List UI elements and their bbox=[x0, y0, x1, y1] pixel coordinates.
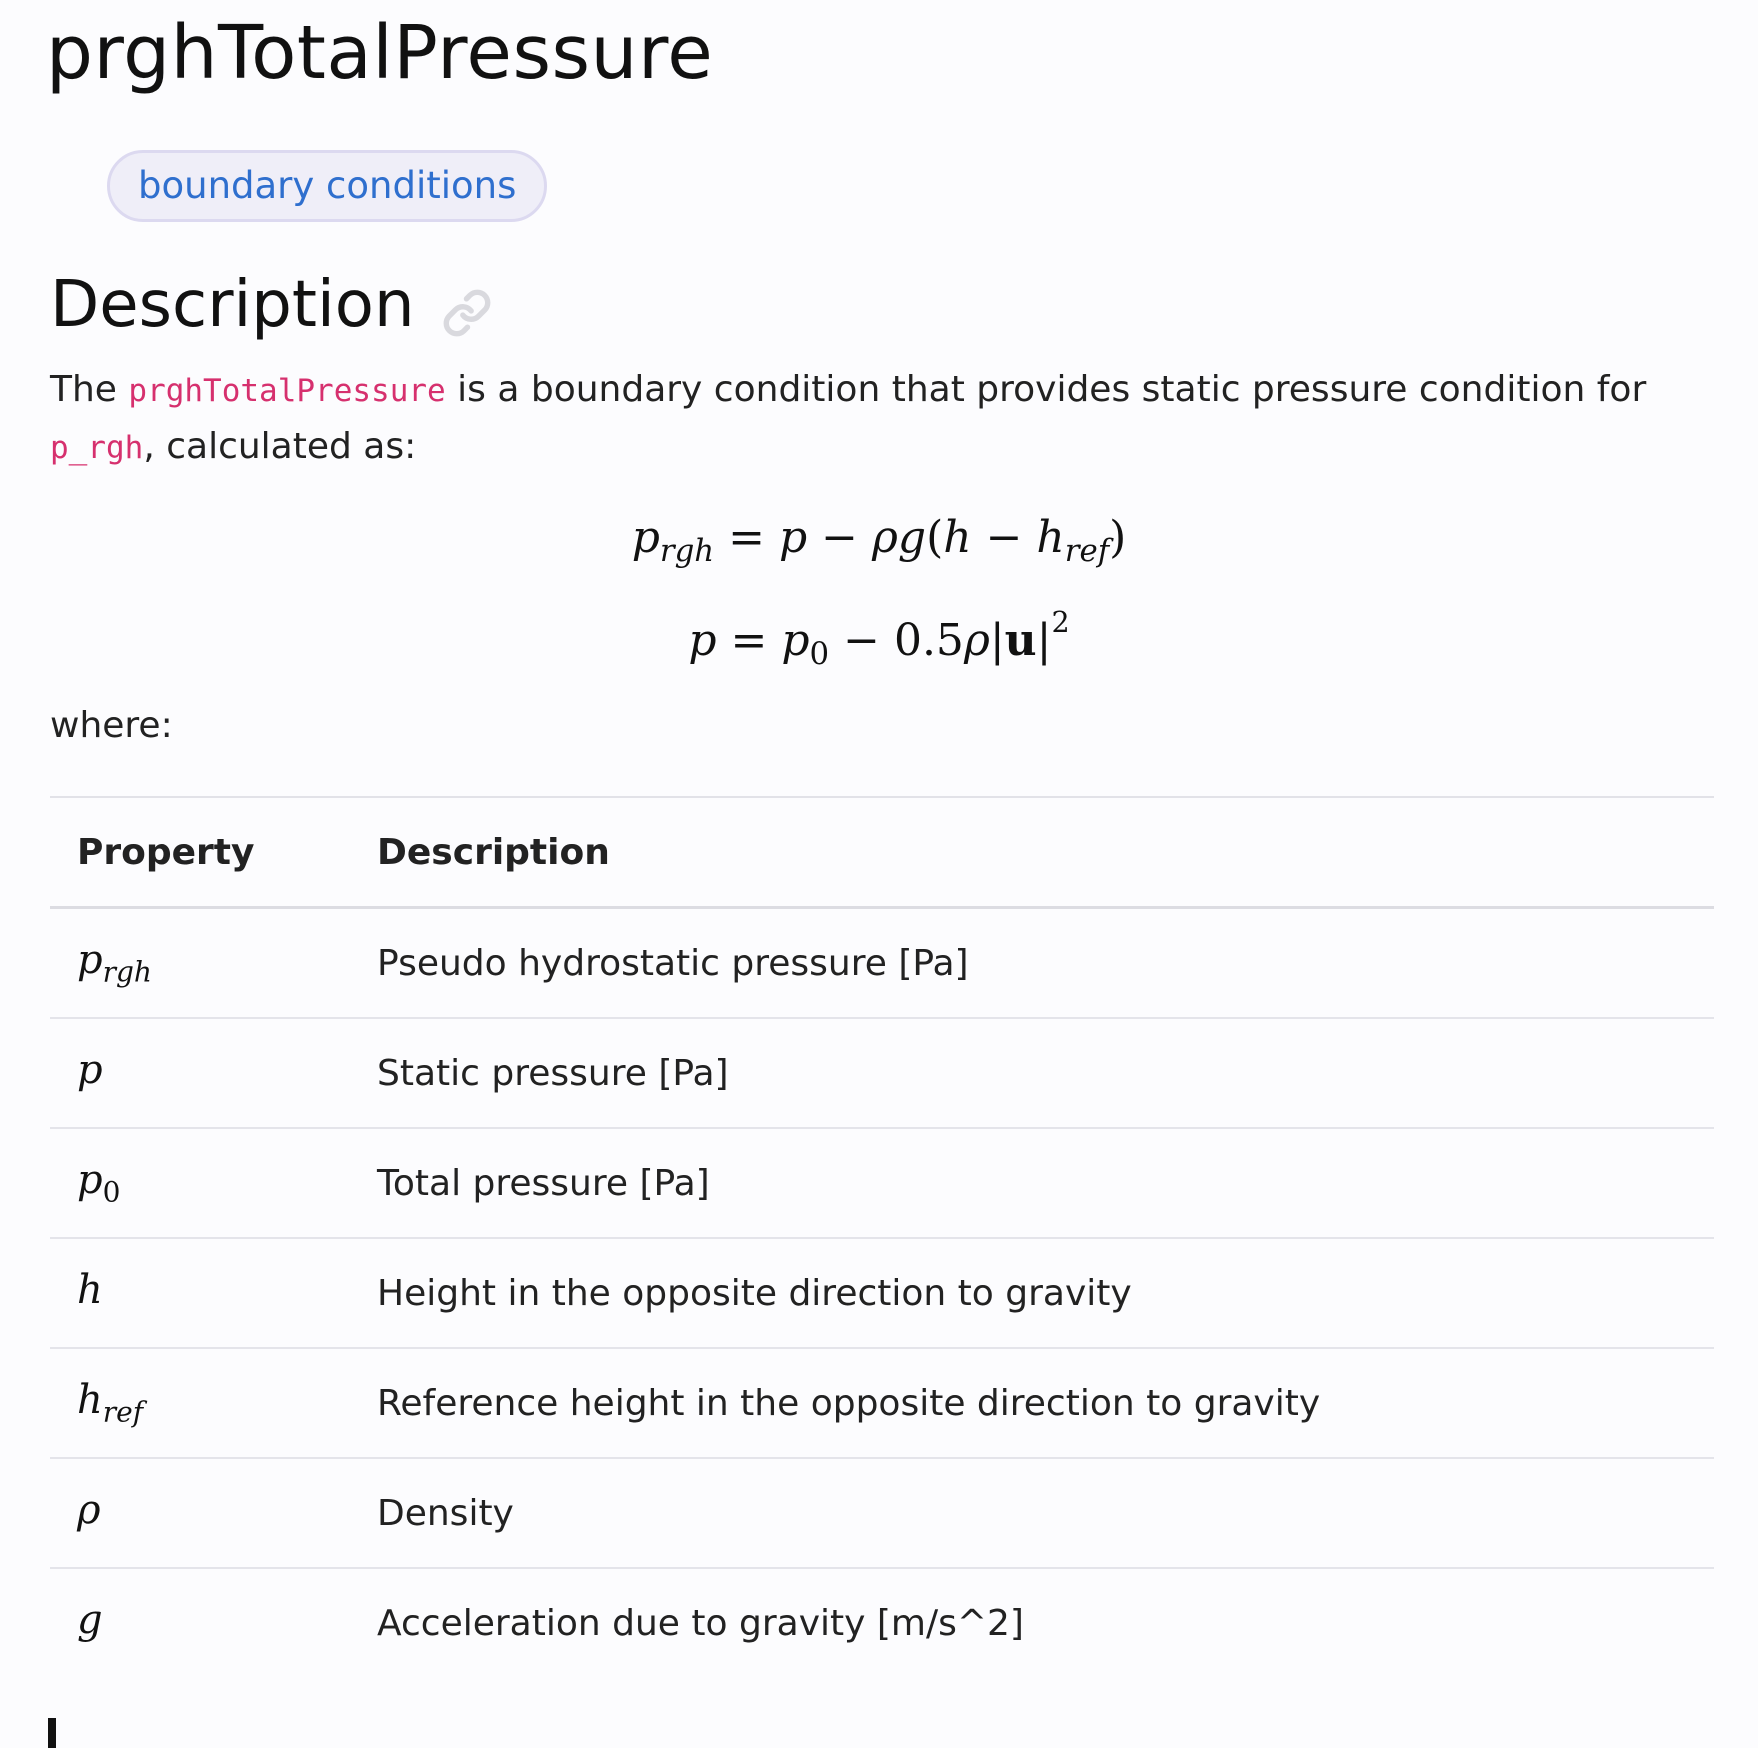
intro-text-before: The bbox=[50, 369, 129, 410]
property-description: Density bbox=[377, 1492, 514, 1534]
property-description: Reference height in the opposite direction to gravity bbox=[377, 1382, 1321, 1424]
property-description: Acceleration due to gravity [m/s^2] bbox=[377, 1602, 1024, 1644]
description-heading: Description bbox=[50, 268, 415, 342]
property-description: Pseudo hydrostatic pressure [Pa] bbox=[377, 942, 969, 984]
equation-prgh: $p_{rgh} = p - \rho g(h - h_{ref})$ bbox=[631, 512, 1127, 570]
tag-boundary-conditions[interactable]: boundary conditions bbox=[107, 150, 547, 222]
header-description: Description bbox=[377, 831, 610, 873]
equation-p: $p = p_0 - 0.5\rho|u|^2$ bbox=[688, 605, 1070, 673]
table-row bbox=[50, 1348, 1714, 1458]
property-symbol: $h_{ref}$ bbox=[77, 1377, 144, 1429]
properties-table bbox=[50, 796, 1714, 1677]
property-description: Static pressure [Pa] bbox=[377, 1052, 729, 1094]
page-title: prghTotalPressure bbox=[46, 10, 714, 96]
description-paragraph bbox=[50, 362, 1720, 476]
property-symbol: $p_0$ bbox=[77, 1157, 121, 1209]
intro-text-after: , calculated as: bbox=[143, 426, 417, 467]
code-p-rgh: p_rgh bbox=[50, 430, 144, 466]
table-row bbox=[50, 1568, 1714, 1677]
next-heading-cutoff bbox=[48, 1718, 116, 1748]
header-property: Property bbox=[77, 831, 255, 873]
property-description: Total pressure [Pa] bbox=[377, 1162, 710, 1204]
property-symbol: ρ bbox=[77, 1487, 101, 1534]
property-symbol: h bbox=[77, 1267, 103, 1314]
table-row bbox=[50, 1238, 1714, 1348]
where-label: where: bbox=[50, 705, 173, 746]
table-header-row bbox=[50, 797, 1714, 908]
table-row bbox=[50, 1018, 1714, 1128]
property-description: Height in the opposite direction to gravity bbox=[377, 1272, 1132, 1314]
table-row bbox=[50, 1128, 1714, 1238]
link-icon[interactable] bbox=[442, 288, 492, 338]
table-row bbox=[50, 1458, 1714, 1568]
intro-text-middle: is a boundary condition that provides static pressure condition for bbox=[445, 369, 1647, 410]
property-symbol: g bbox=[77, 1597, 103, 1644]
property-symbol: $p_{rgh}$ bbox=[77, 937, 152, 989]
property-symbol: p bbox=[77, 1047, 103, 1094]
table-row bbox=[50, 908, 1714, 1019]
code-prghTotalPressure: prghTotalPressure bbox=[128, 373, 446, 409]
